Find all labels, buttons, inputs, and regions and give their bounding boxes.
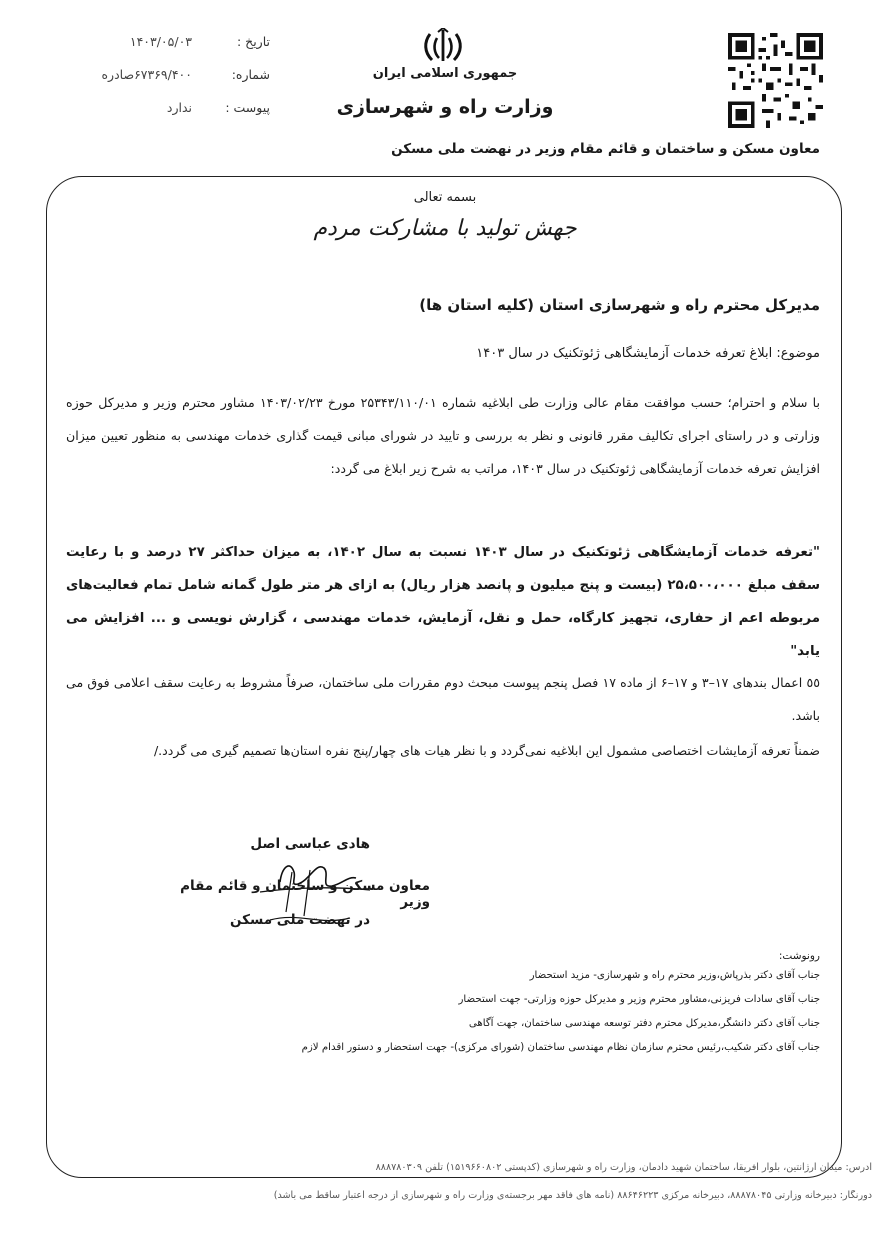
paragraph-exception: ضمناً تعرفه آزمایشات اختصاصی مشمول این ابلاغیه نمی‌گردد و با نظر هیات های چهار/پنج نفره استان‌ها تصمیم گیری می گردد./ xyxy=(153,743,820,758)
copy-recipient: جناب آقای دکتر دانشگر،مدیرکل محترم دفتر توسعه مهندسی ساختمان، جهت آگاهی xyxy=(468,1018,820,1029)
deputy-title: معاون مسکن و ساختمان و قائم مقام وزیر در نهضت ملی مسکن xyxy=(391,141,820,157)
copy-recipient: جناب آقای سادات فریزنی،مشاور محترم وزیر و مدیرکل حوزه وزارتی- جهت استحضار xyxy=(458,994,820,1005)
signatory-title-continued: در نهضت ملی مسکن xyxy=(230,912,370,928)
paragraph-clauses: ٥٥ اعمال بندهای ۱۷–۳ و ۱۷–۶ از ماده ۱۷ فصل پنجم پیوست مبحث دوم مقررات ملی ساختمان، صرفاً مشروط به رعایت سقف اعلامی فوق می باشد. xyxy=(66,675,820,723)
footer-address: آدرس: میدان آرژانتین، بلوار آفریقا، ساختمان شهید دادمان، وزارت راه و شهرسازی (کدپستی ۱۵۱۹۶۶۰۸۰۲) تلفن ۸۸۸۷۸۰۳۰۹ xyxy=(375,1162,872,1173)
meta-attachment-value: ندارد xyxy=(166,100,192,115)
iran-emblem-icon xyxy=(420,28,466,64)
letter-meta xyxy=(40,34,270,133)
meta-attachment xyxy=(40,100,270,133)
qr-code-icon[interactable] xyxy=(728,33,823,128)
copy-recipient: جناب آقای دکتر شکیب،رئیس محترم سازمان نظام مهندسی ساختمان (شورای مرکزی)- جهت استحضار و دستور اقدام لازم xyxy=(301,1042,820,1053)
meta-number xyxy=(40,67,270,100)
addressee: مدیرکل محترم راه و شهرسازی استان (کلیه استان ها) xyxy=(419,296,820,314)
footer-fax: دورنگار: دبیرخانه وزارتی ۸۸۸۷۸۰۴۵، دبیرخانه مرکزی ۸۸۶۴۶۲۲۳ (نامه های فاقد مهر برجسته‌ی وزارت راه و شهرسازی از درجه اعتبار ساقط می باشد) xyxy=(273,1190,872,1201)
paragraph-tariff: "تعرفه خدمات آزمایشگاهی ژئوتکنیک در سال ۱۴۰۳ نسبت به سال ۱۴۰۲، به میزان حداکثر ۲۷ درصد و با رعایت سقف مبلغ ۲۵،۵۰۰،۰۰۰ (بیست و پنج میلیون و پانصد هزار ریال) به ازای هر متر طول گمانه شامل تمام فعالیت‌های مربوطه اعم از حفاری، تجهیز کارگاه، حمل و نقل، آزمایش، خدمات مهندسی ، گزارش نویسی و ... افزایش می یابد" xyxy=(66,545,820,659)
paragraph-intro: با سلام و احترام؛ حسب موافقت مقام عالی وزارت طی ابلاغیه شماره ۲۵۳۴۳/۱۱۰/۰۱ مورخ ۱۴۰۳/۰۲/۲۳ مشاور محترم وزیر و مدیرکل حوزه وزارتی و در راستای اجرای تکالیف مقرر قانونی و نظر به بررسی و تایید در شورای مبانی قیمت گذاری خدمات مهندسی به منظور تعیین میزان افزایش تعرفه خدمات آزمایشگاهی ژئوتکنیک در سال ۱۴۰۳، مراتب به شرح زیر ابلاغ می گردد: xyxy=(66,395,820,476)
copies-list xyxy=(150,970,820,1066)
republic-title: جمهوری اسلامی ایران xyxy=(372,66,518,81)
meta-date xyxy=(40,34,270,67)
copy-recipient: جناب آقای دکتر بذرپاش،وزیر محترم راه و شهرسازی- مزید استحضار xyxy=(529,970,820,981)
bismillah: بسمه تعالی xyxy=(413,190,477,205)
meta-date-label: تاریخ : xyxy=(236,34,270,49)
meta-attachment-label: پیوست : xyxy=(225,100,270,115)
meta-date-value: ۱۴۰۳/۰۵/۰۳ xyxy=(129,34,192,49)
copies-heading: رونوشت: xyxy=(778,950,820,962)
meta-number-label: شماره: xyxy=(231,67,270,82)
year-slogan: جهش تولید با مشارکت مردم xyxy=(313,216,577,241)
signatory-title: معاون مسکن و ساختمان و قائم مقام وزیر xyxy=(180,878,430,910)
signatory-name: هادی عباسی اصل xyxy=(250,836,370,852)
subject-line: موضوع: ابلاغ تعرفه خدمات آزمایشگاهی ژئوتکنیک در سال ۱۴۰۳ xyxy=(476,346,820,361)
meta-number-value: ۶۷۳۶۹/۴۰۰صادره xyxy=(101,67,192,82)
ministry-title: وزارت راه و شهرسازی xyxy=(336,96,554,118)
